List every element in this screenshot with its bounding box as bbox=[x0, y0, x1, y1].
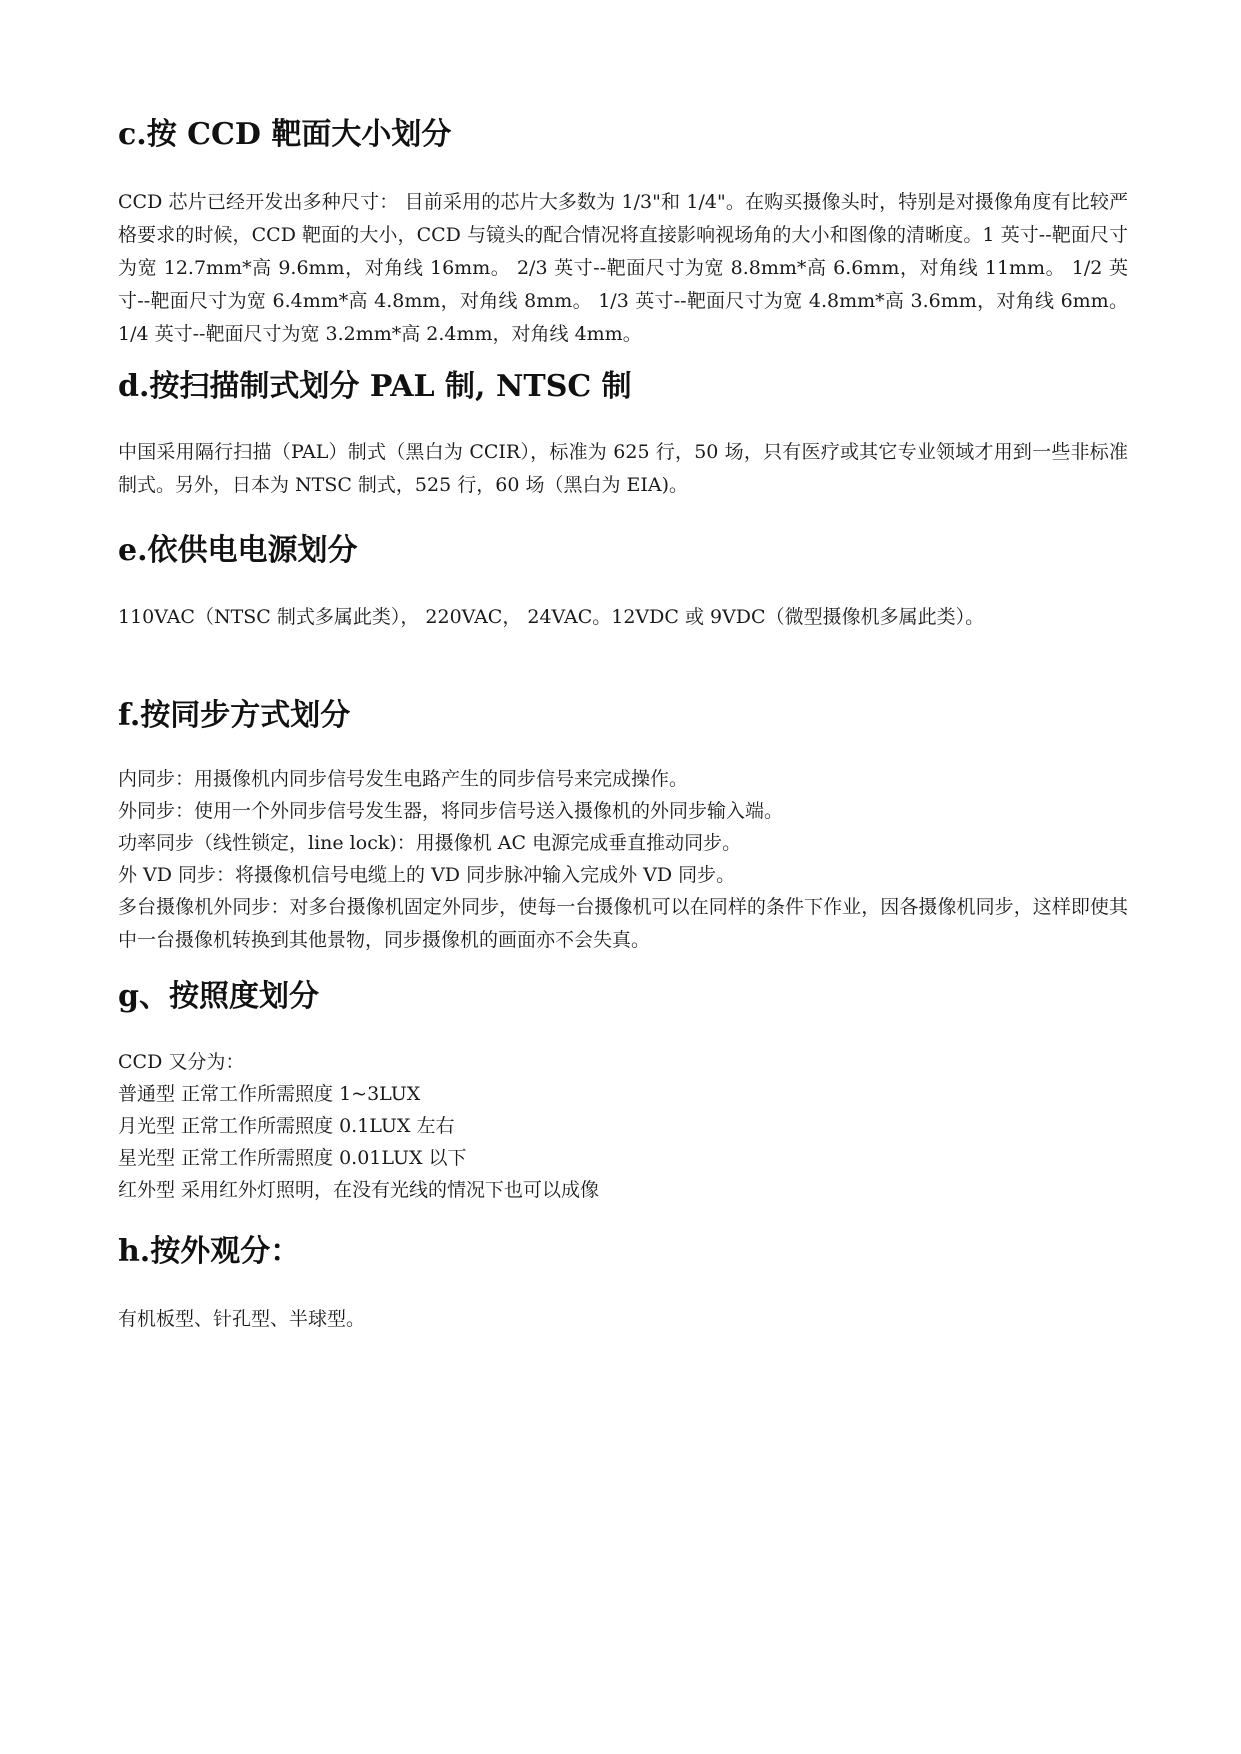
section-g-line: 星光型 正常工作所需照度 0.01LUX 以下 bbox=[118, 1147, 467, 1169]
section-f-line: 外 VD 同步：将摄像机信号电缆上的 VD 同步脉冲输入完成外 VD 同步。 bbox=[118, 864, 736, 886]
section-h-heading: h.按外观分： bbox=[118, 1234, 301, 1269]
section-f-line: 外同步：使用一个外同步信号发生器，将同步信号送入摄像机的外同步输入端。 bbox=[118, 800, 784, 822]
section-f-heading: f.按同步方式划分 bbox=[118, 698, 351, 733]
section-c-body: CCD 芯片已经开发出多种尺寸： 目前采用的芯片大多数为 1/3"和 1/4"。在购买摄像头时，特别是对摄像角度有比较严格要求的时候，CCD 靶面的大小，CCD 与镜头的配合情况将直接影响视场角的大小和图像的清晰度。1 英寸--靶面尺寸为宽 12.7mm*高 9.6mm，对角线 16mm。 2/3 英寸--靶面尺寸为宽 8.8mm*高 6.6mm，对角线 11mm。 1/2 英寸--靶面尺寸为宽 6.4mm*高 4.8mm，对角线 8mm。 1/3 英寸--靶面尺寸为宽 4.8mm*高 3.6mm，对角线 6mm。 1/4 英寸--靶面尺寸为宽 3.2mm*高 2.4mm，对角线 4mm。 bbox=[118, 191, 1128, 345]
section-g-line: CCD 又分为： bbox=[118, 1051, 245, 1073]
section-g-line: 红外型 采用红外灯照明，在没有光线的情况下也可以成像 bbox=[118, 1179, 600, 1201]
section-g-heading: g、按照度划分 bbox=[118, 979, 319, 1014]
section-f-line: 多台摄像机外同步：对多台摄像机固定外同步，使每一台摄像机可以在同样的条件下作业，因各摄像机同步，这样即使其中一台摄像机转换到其他景物，同步摄像机的画面亦不会失真。 bbox=[118, 896, 1128, 951]
section-e-heading: e.依供电电源划分 bbox=[118, 533, 358, 568]
section-f-line: 内同步：用摄像机内同步信号发生电路产生的同步信号来完成操作。 bbox=[118, 768, 689, 790]
section-d-heading: d.按扫描制式划分 PAL 制, NTSC 制 bbox=[118, 369, 632, 404]
section-g-line: 月光型 正常工作所需照度 0.1LUX 左右 bbox=[118, 1115, 455, 1137]
section-h-body: 有机板型、针孔型、半球型。 bbox=[118, 1308, 366, 1330]
section-f-line: 功率同步（线性锁定，line lock)：用摄像机 AC 电源完成垂直推动同步。 bbox=[118, 832, 742, 854]
section-d-body: 中国采用隔行扫描（PAL）制式（黑白为 CCIR），标准为 625 行，50 场，只有医疗或其它专业领域才用到一些非标准制式。另外，日本为 NTSC 制式，525 行，60 场（黑白为 EIA)。 bbox=[118, 441, 1128, 496]
section-c-heading: c.按 CCD 靶面大小划分 bbox=[118, 117, 452, 152]
section-g-line: 普通型 正常工作所需照度 1~3LUX bbox=[118, 1083, 421, 1105]
section-e-body: 110VAC（NTSC 制式多属此类）， 220VAC， 24VAC。12VDC 或 9VDC（微型摄像机多属此类）。 bbox=[118, 606, 985, 628]
